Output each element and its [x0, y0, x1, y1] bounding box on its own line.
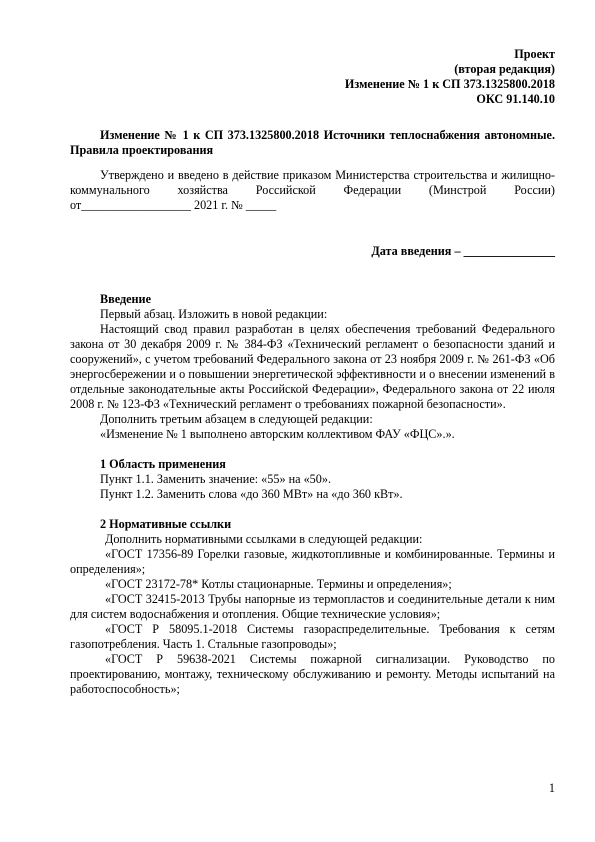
- section-heading-scope: 1 Область применения: [100, 457, 226, 471]
- section-heading-introduction: Введение: [100, 292, 151, 306]
- document-title: [70, 128, 555, 158]
- stamp-project: Проект: [514, 47, 555, 61]
- stamp-edition: (вторая редакция): [454, 62, 555, 76]
- introduction-date: [70, 244, 555, 259]
- stamp-oks-code: ОКС 91.140.10: [476, 92, 555, 106]
- paragraph: Первый абзац. Изложить в новой редакции:: [100, 307, 328, 321]
- reference-item: «ГОСТ 23172-78* Котлы стационарные. Термины и определения»;: [105, 577, 452, 591]
- reference-item: «ГОСТ 17356-89 Горелки газовые, жидкотопливные и комбинированные. Термины и определения»;: [70, 547, 555, 576]
- paragraph: «Изменение № 1 выполнено авторским коллективом ФАУ «ФЦС».».: [100, 427, 455, 441]
- approval-statement: [70, 168, 555, 213]
- page-number: 1: [548, 781, 555, 795]
- paragraph: Настоящий свод правил разработан в целях обеспечения требований Федерального закона от 30 декабря 2009 г. № 384-ФЗ «Технический регламент о безопасности зданий и сооружений», с учетом требований Федерального закона от 23 ноября 2009 г. № 261-ФЗ «Об энергосбережении и о повышении энергетической эффективности и о внесении изменений в отдельные законодательные акты Российской Федерации», Федерального закона от 22 июля 2008 г. № 123-ФЗ «Технический регламент о требованиях пожарной безопасности».: [70, 322, 555, 411]
- introduction-date-text: Дата введения – _______________: [371, 244, 555, 258]
- reference-item: «ГОСТ 32415-2013 Трубы напорные из термопластов и соединительные детали к ним для систем водоснабжения и отопления. Общие технические условия»;: [70, 592, 555, 621]
- document-stamp: [70, 47, 555, 107]
- reference-item: «ГОСТ Р 59638-2021 Системы пожарной сигнализации. Руководство по проектированию, монтажу, техническому обслуживанию и ремонту. Методы испытаний на работоспособность»;: [70, 652, 555, 696]
- reference-item: «ГОСТ Р 58095.1-2018 Системы газораспределительные. Требования к сетям газопотребления. Часть 1. Стальные газопроводы»;: [70, 622, 555, 651]
- approval-text: Утверждено и введено в действие приказом Министерства строительства и жилищно-коммунального хозяйства Российской Федерации (Минстрой России) от__________________ 2021 г. № _____: [70, 168, 555, 212]
- section-heading-normative-references: 2 Нормативные ссылки: [100, 517, 232, 531]
- paragraph: Пункт 1.1. Заменить значение: «55» на «50».: [100, 472, 331, 486]
- paragraph: Дополнить нормативными ссылками в следующей редакции:: [105, 532, 423, 546]
- paragraph: Пункт 1.2. Заменить слова «до 360 МВт» на «до 360 кВт».: [100, 487, 403, 501]
- title-text: Изменение № 1 к СП 373.1325800.2018 Источники теплоснабжения автономные. Правила проектирования: [70, 128, 555, 157]
- stamp-amendment: Изменение № 1 к СП 373.1325800.2018: [344, 77, 555, 91]
- document-body: [70, 292, 555, 697]
- paragraph: Дополнить третьим абзацем в следующей редакции:: [100, 412, 373, 426]
